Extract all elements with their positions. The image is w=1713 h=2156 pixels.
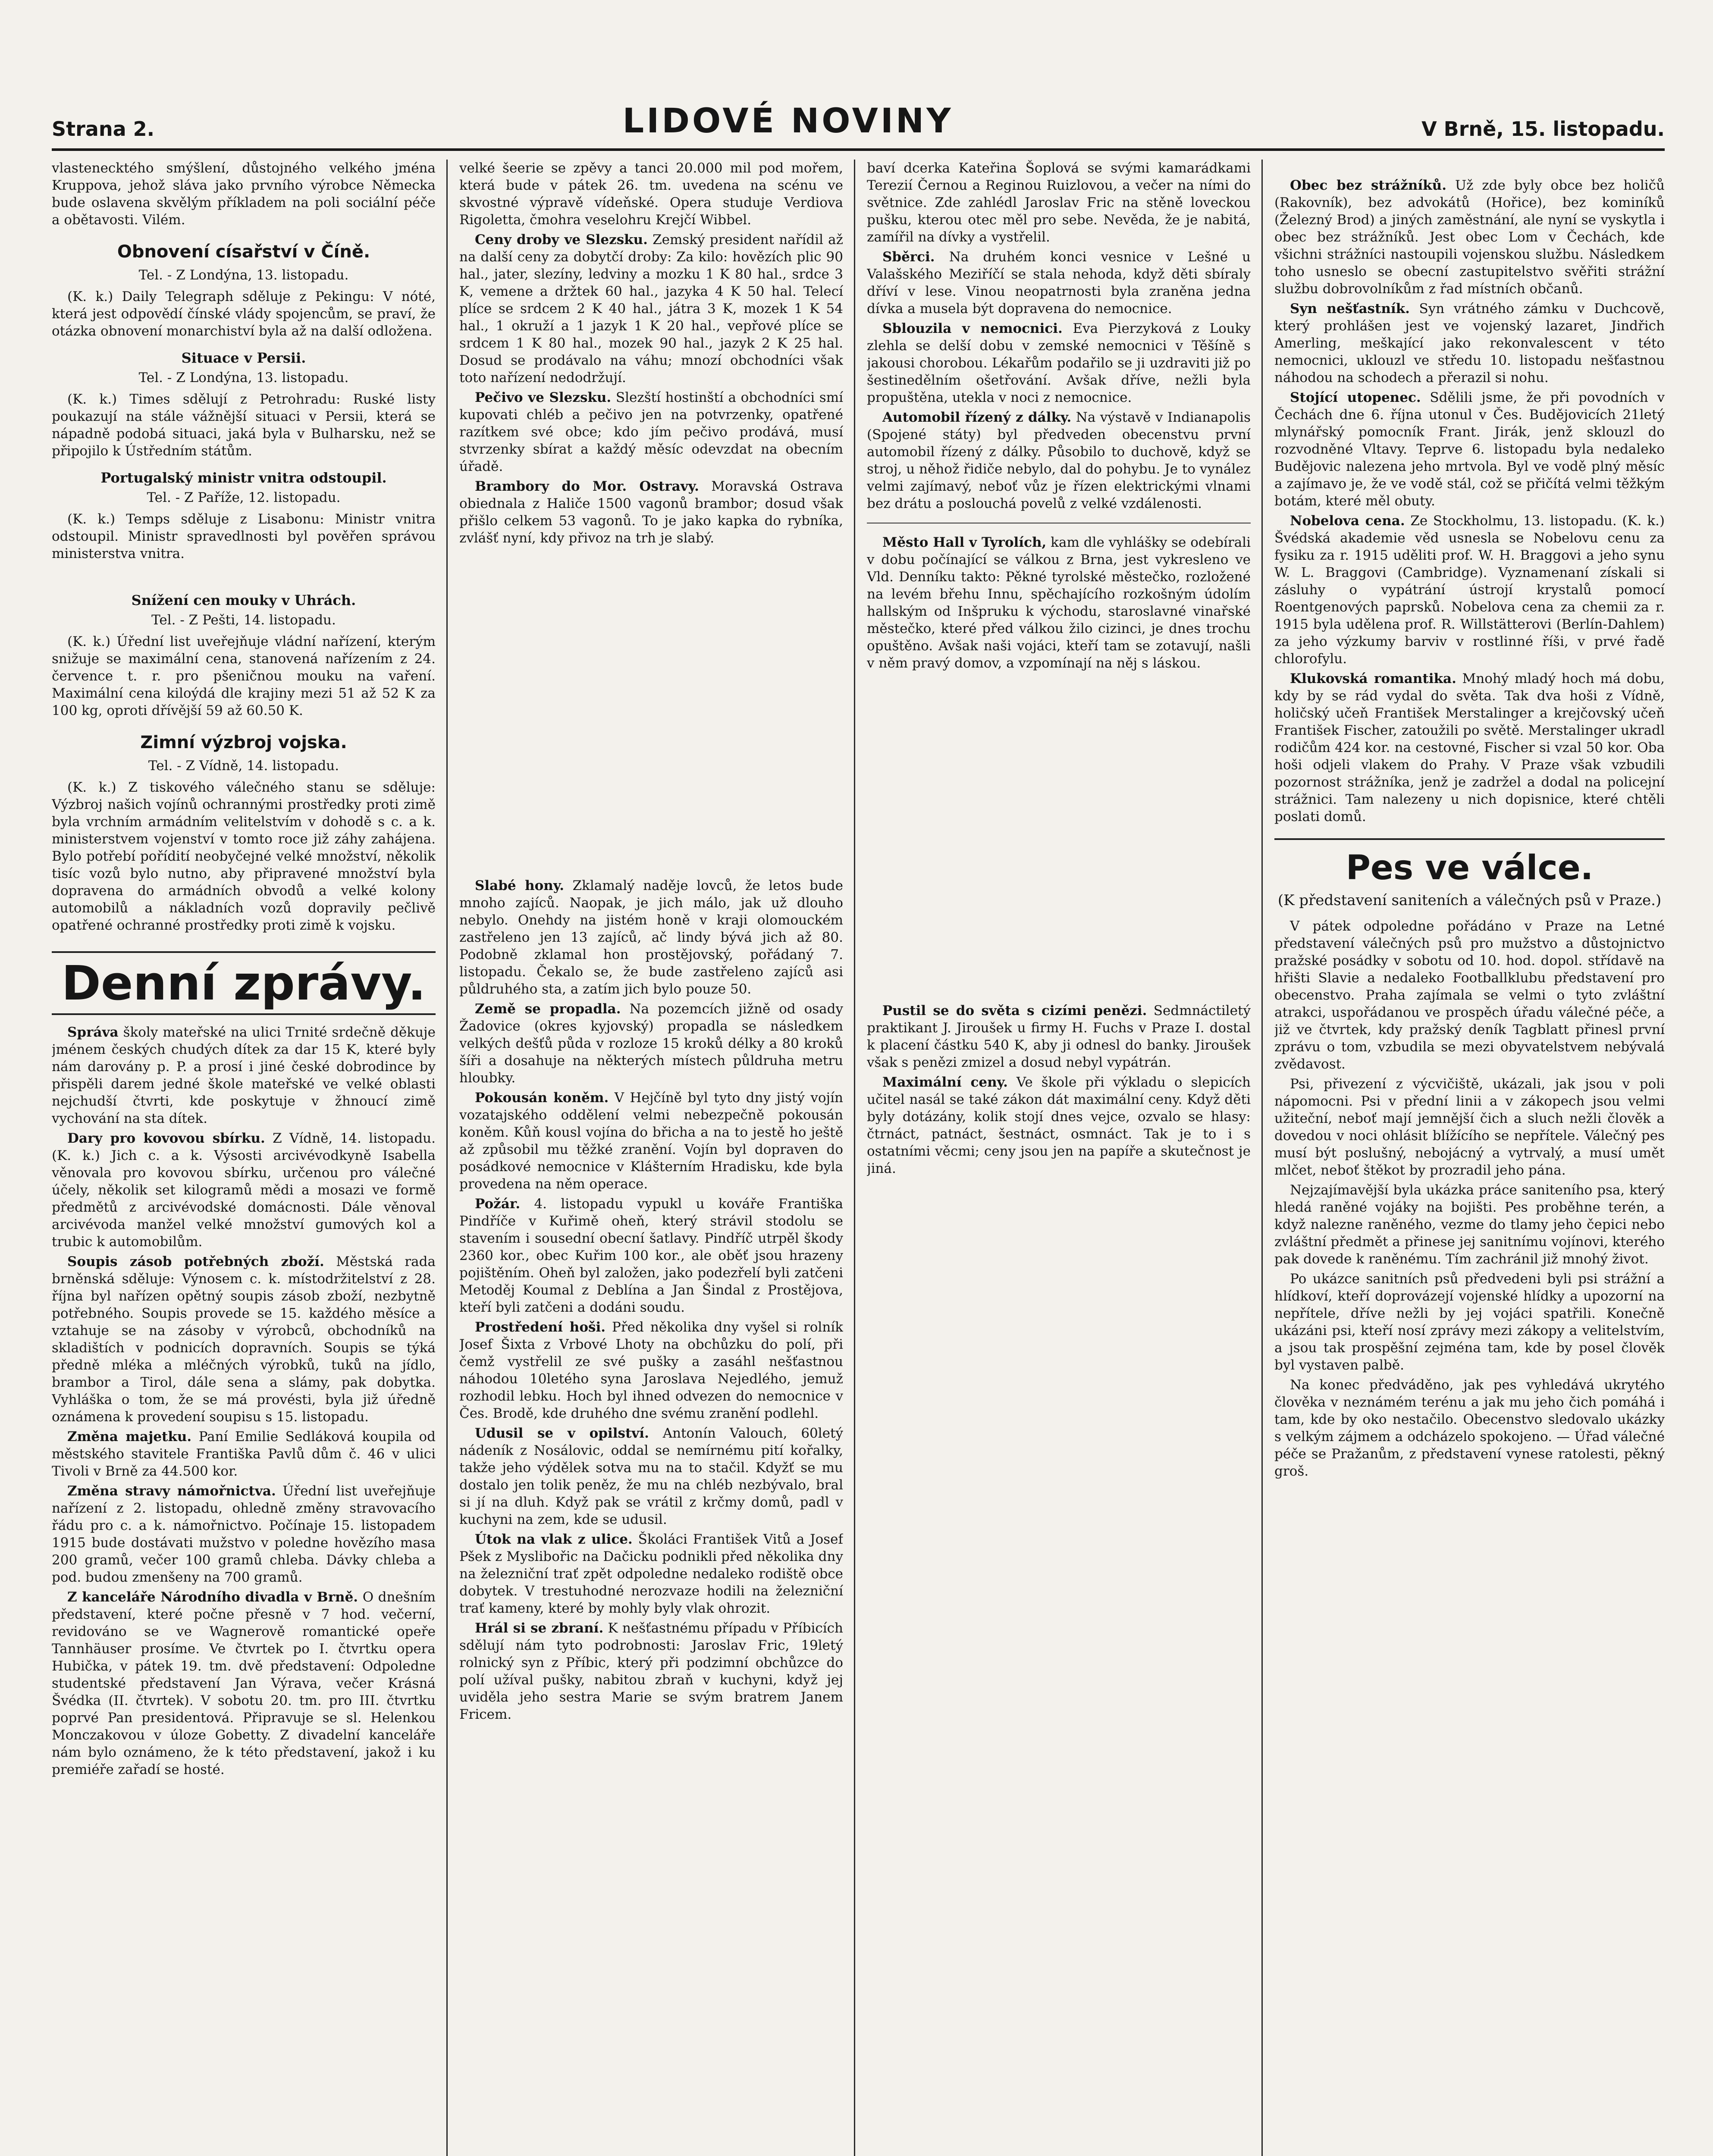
news-item <box>459 389 843 475</box>
news-item <box>459 1000 843 1087</box>
news-item-text: Slezští hostinští a obchodníci smí kupovati chléb a pečivo jen na potvrzenky, opatřené razítkem své obce; kdo jím pečivo prodává, musí stvrzenky sbírat a každý měsíc odevzdat na obecním úřadě. <box>459 390 843 474</box>
news-item-text: Školáci František Vitů a Josef Pšek z Myslibořic na Dačicku podnikli před několika dny na železniční trať zpět odpoledne nedaleko rodiště obce dobytek. V trestuhodné nerozvaze hodili na železniční trať kameny, které by mohly byly vlak ohrozit. <box>459 1532 843 1616</box>
news-item <box>459 478 843 547</box>
news-item-lead: Maximální ceny. <box>882 1075 1008 1090</box>
headline-winter: Zimní výzbroj vojska. <box>140 733 347 752</box>
news-item-lead: Změna stravy námořnictva. <box>67 1483 276 1499</box>
news-item-lead: Požár. <box>475 1196 521 1212</box>
news-item <box>867 534 1251 672</box>
news-item-lead: Automobil řízený z dálky. <box>882 410 1072 425</box>
article-continuation: velké šeerie se zpěvy a tanci 20.000 mil pod mořem, která bude v pátek 26. tm. uvedena na scénu ve skvostné výpravě vídeňské. Opera studuje Verdiova Rigoletta, čmohra veselohru Krejčí Wibbel. <box>459 160 843 228</box>
news-item <box>52 1253 436 1426</box>
news-item <box>459 1195 843 1316</box>
news-item-text: Už zde byly obce bez holičů (Rakovník), bez advokátů (Hořice), bez kominíků (Železný Brod) a jiných zaměstnání, ale nyní se vyskytla i obec bez strážníků. Jest obec Lom v Čechách, kde všichni strážníci nastoupili vojenskou službu. Následkem toho usneslo se obecní zastupitelstvo svěřiti strážní službu dobrovolníkům z řad místních občanů. <box>1274 178 1665 297</box>
news-item <box>1274 389 1665 510</box>
masthead-title: LIDOVÉ NOVINY <box>622 102 954 141</box>
news-item-lead: Sběrci. <box>882 249 935 265</box>
news-item-lead: Slabé hony. <box>475 878 565 893</box>
news-item <box>867 1074 1251 1177</box>
news-item-lead: Pokousán koněm. <box>475 1090 609 1106</box>
news-item-text: O dnešním představení, které počne přesně v 7 hod. večerní, revidováno se ve Wagnerově romantické opeře Tannhäuser prosíme. Ve čtvrtek po I. čtvrtku opera Hubička, v pátek 19. tm. dvě představení: Odpoledne studentské představení Jan Výrava, večer Krásná Švédka (II. čtvrtek). V sobotu 20. tm. pro III. čtvrtku poprvé Pan presidentová. Připravuje se sl. Helenkou Monczakovou v úloze Gobetty. Z divadelní kanceláře nám bylo oznámeno, že k této představení, jakož i ku premiéře zařadí se hosté. <box>52 1589 436 1777</box>
article-text: (K. k.) Úřední list uveřejňuje vládní nařízení, kterým snižuje se maximální cena, stanovená nařízením z 24. července t. r. pro pšeničnou mouku na vaření. Maximální cena kiloýdá dle krajiny mezi 51 až 52 K za 100 kg, oproti dřívější 59 až 60.50 K. <box>52 634 436 718</box>
news-item <box>52 1589 436 1778</box>
news-item-lead: Obec bez strážníků. <box>1290 178 1446 193</box>
article-paragraph: Nejzajímavější byla ukázka práce saniteního psa, který hledá raněné vojáky na bojišti. Pes proběhne terén, a když nalezne raněného, vezme do tlamy jeho čepici nebo zvláštní předmět a přinese jej sanitnímu vojínovi, kterého pak dovede k raněnému. Tím zachránil již mnohý život. <box>1274 1182 1665 1267</box>
column-rule <box>854 160 855 2156</box>
article-paragraph: V pátek odpoledne pořádáno v Praze na Letné představení válečných psů pro mužstvo a důstojnictvo pražské posádky v sobotu od 10. hod. dopol. střídavě na hřišti Slavie a nedaleko Footballklubu představení pro obecenstvo. Praha zajímala se velmi o tyto zvláštní atrakci, uspořádanou ve prospěch úřadu válečné péče, a již ve čtvrtek, kdy pražský deník Tagblatt přinesl první zprávu o tom, vzbudila se mezi obyvatelstvem nebývalá zvědavost. <box>1274 918 1665 1072</box>
subheadline: (K představení saniteních a válečných psů v Praze.) <box>1277 892 1662 909</box>
article-paragraph: Po ukázce sanitních psů předvedeni byli psi strážní a hlídkoví, kteří doprovázejí vojenské hlídky a upozorní na nepřítele, dříve nežli by jej vojáci spatřili. Konečně ukázáni psi, kteří nosí zprávy mezi zákopy a velitelstvím, a jsou tak prospěšní zejména tam, kde by posel člověk byl vystaven palbě. <box>1274 1271 1665 1373</box>
news-item-text: Na druhém konci vesnice v Lešné u Valašského Meziříčí se stala nehoda, když děti sbíraly dříví v lese. Vinou neopatrnosti byla zraněna jedna dívka a musela být dopravena do nemocnice. <box>867 249 1251 317</box>
column-rule <box>1261 160 1263 2156</box>
news-item <box>1274 670 1665 825</box>
news-item <box>459 877 843 998</box>
news-item-lead: Nobelova cena. <box>1290 513 1405 529</box>
news-item-text: Zemský president nařídil až na další ceny za dobytčí droby: Za kilo: hovězích plic 90 hal., jater, slezíny, ledviny a mozku 1 K 80 hal., srdce 3 K, vemene a držtek 60 hal., jazyka 4 K 50 hal. Telecí plíce se srdcem 2 K 40 hal., játra 3 K, mozek 1 K 54 hal., 1 okruží a 1 jazyk 1 K 20 hal., vepřové plíce se srdcem 1 K 80 hal., mozek 90 hal., jazyk 2 K 25 hal. Dosud se prodávalo na váhu; mnozí obchodníci však toto nařízení nedodržují. <box>459 232 843 385</box>
article-text: (K. k.) Z tiskového válečného stanu se sděluje: Výzbroj našich vojínů ochrannými prostředky proti zimě byla vrchním armádním velitelstvím v dohodě s c. a k. ministerstvem vojenství v tomto roce již záhy zahájena. Bylo potřebí pořídití neobyčejné velké množství, několik tisíc vozů bylo nutno, aby připravené množství byla dopravena do armádních obvodů a velké kolony automobilů a nákladních vozů dopravily pečlivě opatřené ochranné prostředky proti zimě k vojsku. <box>52 780 436 933</box>
news-item <box>1274 300 1665 386</box>
news-item <box>459 1089 843 1193</box>
dateline: Tel. - Z Londýna, 13. listopadu. <box>138 370 349 385</box>
news-item-lead: Země se propadla. <box>475 1001 621 1017</box>
place-date: V Brně, 15. listopadu. <box>1421 117 1665 141</box>
column-2 <box>459 160 843 2156</box>
news-item-lead: Sblouzila v nemocnici. <box>882 321 1063 336</box>
column-3 <box>867 160 1251 2156</box>
news-item-lead: Z kanceláře Národního divadla v Brně. <box>67 1589 358 1605</box>
news-item-text: Eva Pierzyková z Louky zlehla se delší dobu v zemské nemocnici v Těšíně s jakousi chorobou. Lékařům podařilo se ji uzdraviti již po šestinedělním ošetřování. Avšak dříve, nežli byla propuštěna, utekla v noci z nemocnice. <box>867 321 1251 405</box>
news-item-text: Ve škole při výkladu o slepicích učitel nasál se také zákon dát maximální ceny. Když děti byly dotázány, kolik stojí dnes vejce, ozvalo se hlasy: čtrnáct, patnáct, šestnáct, osmnáct. Tak je to i s ostatními věcmi; ceny jsou jen na papíře a skutečnost je jiná. <box>867 1075 1251 1176</box>
news-item-lead: Klukovská romantika. <box>1290 671 1456 686</box>
news-item-lead: Prostředení hoši. <box>475 1319 606 1335</box>
news-item-lead: Dary pro kovovou sbírku. <box>67 1131 265 1146</box>
dateline: Tel. - Z Pešti, 14. listopadu. <box>151 612 336 628</box>
news-item-text: Ze Stockholmu, 13. listopadu. (K. k.) Švédská akademie věd usnesla se Nobelovu cenu za fysiku za r. 1915 uděliti prof. W. H. Braggovi a jeho synu W. L. Braggovi (Cambridge). Vyznamenaní získali si zásluhy o vypátrání ústrojí krystalů pomocí Roentgenových paprsků. Nobelova cena za chemii za r. 1915 byla udělena prof. R. Willstätterovi (Berlín-Dahlem) za jeho výzkumy barviv v rostlinné říši, v prvé řadě chlorofylu. <box>1274 513 1665 667</box>
news-item <box>1274 177 1665 298</box>
news-item-text: Sedmnáctiletý praktikant J. Jiroušek u firmy H. Fuchs v Praze I. dostal k placení částku 540 K, aby ji odnesl do banky. Jiroušek však s penězi zmizel a dosud nebyl vypátrán. <box>867 1003 1251 1070</box>
news-item-lead: Syn nešťastník. <box>1290 301 1410 317</box>
news-item-lead: Soupis zásob potřebných zboží. <box>67 1254 324 1269</box>
news-item-text: Syn vrátného zámku v Duchcově, který prohlášen jest ve vojenský lazaret, Jindřich Amerling, meškající jako rekonvalescent v této nemocnici, uklouzl ve středu 10. listopadu nešťastnou náhodou na schodech a přerazil si nohu. <box>1274 301 1665 385</box>
news-item-text: Mnohý mladý hoch má dobu, kdy by se rád vydal do světa. Tak dva hoši z Vídně, holičský učeň František Merstalinger a krejčovský učeň František Fischer, zatoužili po světě. Merstalinger ukradl rodičům 424 kor. na cestovné, Fischer si vzal 50 kor. Oba hoši odjeli vlakem do Prahy. V Praze však vzbudili pozornost strážníka, jenž je zadržel a dodal na policejní strážnici. Tam nalezeny u nich dopisnice, které chtěli poslati domů. <box>1274 671 1665 824</box>
news-item <box>867 1002 1251 1071</box>
news-item <box>459 1425 843 1528</box>
news-item-text: K nešťastnému případu v Příbicích sdělují nám tyto podrobnosti: Jaroslav Fric, 19letý rolnický syn z Příbic, který při podzimní obchůzce do polí užíval pušky, nabitou zbraň v kuchyni, když jej uviděla jeho sestra Marie se svým bratrem Janem Fricem. <box>459 1620 843 1722</box>
news-item <box>867 248 1251 317</box>
article-paragraph: Na konec předváděno, jak pes vyhledává ukrytého člověka v neznámém terénu a jak mu jeho čich pomáhá i tam, kde by oko nestačilo. Obecenstvo sledovalo ukázky s velkým zájmem a odcházelo spokojeno. — Úřad válečné péče se Pražanům, z představení vynese ratolesti, pěkný groš. <box>1274 1377 1665 1479</box>
article-continuation: baví dcerka Kateřina Šoplová se svými kamarádkami Terezií Černou a Reginou Ruizlovou, a večer na ními do světnice. Zde zahlédl Jaroslav Fric na stěně loveckou pušku, kterou otec měl pro sebe. Nevěda, že je nabitá, zamířil na dívky a vystřelil. <box>867 160 1251 245</box>
dateline: Tel. - Z Paříže, 12. listopadu. <box>147 490 341 505</box>
news-item-text: Před několika dny vyšel si rolník Josef Šixta z Vrbové Lhoty na obchůzku do polí, při čemž vystřelil ze své pušky a zasáhl nešťastnou náhodou 10letého syna Jaroslava Nejedlého, jemuž rozhodil lebku. Hoch byl ihned odvezen do nemocnice v Čes. Brodě, kde druhého dne svému zranění podlehl. <box>459 1319 843 1421</box>
news-item-lead: Město Hall v Tyrolích, <box>882 535 1047 550</box>
article-text: (K. k.) Daily Telegraph sděluje z Pekingu: V nóté, která jest odpovědí čínské vlády spojencům, se praví, že otázka obnovení monarchiství byla až na další odložena. <box>52 289 436 339</box>
news-item <box>52 1482 436 1586</box>
news-item <box>867 320 1251 406</box>
news-item-text: školy mateřské na ulici Trnité srdečně děkuje jménem českých chudých dítek za dar 15 K, které byly nám darovány p. P. a prosí i jiné české dobrodince by přispěli darem jedné škole mateřské ve velké oblasti nejchudší čtvrti, kde poskytuje v žhnoucí zimě vychování na sta dítek. <box>52 1025 436 1126</box>
news-item-text: Městská rada brněnská sděluje: Výnosem c. k. místodržitelství z 28. října byl nařízen opětný soupis zásob zboží, nezbytně potřebného. Soupis provede se 15. každého měsíce a vztahuje se na zásoby v výrobců, obchodníků na skladištích v podnicích dopravních. Soupis se týká předně mléka a mléčných výrobků, tuků na jídlo, brambor a Tirol, dále sena a slámy, pak dobytka. Vyhláška o tom, že se má provésti, byla již úředně oznámena k provedení soupisu s 15. listopadu. <box>52 1254 436 1425</box>
headline-flour: Snížení cen mouky v Uhrách. <box>131 592 356 608</box>
news-item <box>52 1428 436 1480</box>
news-item-text: 4. listopadu vypukl u kováře Františka Pindříče v Kuřimě oheň, který strávil stodolu se stavením i sousední obecní šatlavy. Pindříč utrpěl škody 2360 kor., obec Kuřim 100 kor., ale oběť jsou hrazeny pojištěním. Oheň byl založen, jako podezřelí byli zatčeni Metoděj Koumal z Deblína a Jan Šindal z Prostějova, kteří byli zatčeni a dodáni soudu. <box>459 1196 843 1315</box>
column-1 <box>52 160 436 2156</box>
article-paragraph: Psi, přivezení z výcvičiště, ukázali, jak jsou v poli nápomocni. Psi v přední linii a v zákopech jsou velmi užiteční, neboť mají jemnější čich a sluch nežli člověk a dovedou v noci ohlásit blížícího se nepřítele. Válečný pes musí být poslušný, nebojácný a vytrvalý, a musí umět mlčet, neboť štěkot by prozradil jeho pána. <box>1274 1076 1665 1178</box>
headline-persia: Situace v Persii. <box>181 350 306 366</box>
news-item <box>867 409 1251 512</box>
headline-portugal: Portugalský ministr vnitra odstoupil. <box>100 470 387 486</box>
news-item <box>459 1319 843 1422</box>
news-item <box>52 1130 436 1250</box>
section-title-daily-news: Denní zprávy. <box>52 951 436 1015</box>
article-continuation: vlastenecktého smýšlení, důstojného velkého jména Kruppova, jehož sláva jako prvního výrobce Německa bude oslavena skvělým příkladem na poli sociální péče a obětavosti. Vilém. <box>52 160 436 228</box>
column-4 <box>1274 160 1665 2156</box>
news-item-lead: Změna majetku. <box>67 1429 192 1445</box>
news-item-lead: Útok na vlak z ulice. <box>475 1532 633 1547</box>
news-item-lead: Pečivo ve Slezsku. <box>475 390 612 405</box>
news-item-text: Sdělili jsme, že při povodních v Čechách dne 6. října utonul v Čes. Budějovicích 21letý mlynářský pomocník Frant. Jirák, jenž sklouzl do rozvodněné Vltavy. Teprve 6. listopadu byla nedaleko Budějovic nalezena jeho mrtvola. Byl ve vodě plný měsíc a zajímavo je, že ve vodě stál, což se přičítá velmi těžkým botám, které měl obuty. <box>1274 390 1665 509</box>
news-item-text: Paní Emilie Sedláková koupila od městského stavitele Františka Pavlů dům č. 46 v ulici Tivoli v Brně za 44.500 kor. <box>52 1429 436 1479</box>
page-number: Strana 2. <box>52 117 155 141</box>
news-item-lead: Hrál si se zbraní. <box>475 1620 604 1636</box>
dateline: Tel. - Z Vídně, 14. listopadu. <box>148 758 339 774</box>
news-item-lead: Pustil se do světa s cizími penězi. <box>882 1003 1147 1018</box>
news-item-lead: Ceny droby ve Slezsku. <box>475 232 648 248</box>
headline-china: Obnovení císařství v Číně. <box>117 242 370 262</box>
article-text: (K. k.) Times sdělují z Petrohradu: Ruské listy poukazují na stále vážnější situaci v Persii, která se nápadně podobá situaci, jaká byla v Bulharsku, než se připojilo k Ústředním státům. <box>52 392 436 459</box>
news-item-text: kam dle vyhlášky se odebírali v dobu počínající se válkou z Brna, jest vykresleno ve Vld. Denníku takto: Pěkné tyrolské městečko, rozložené na levém břehu Innu, spěchajícího rozkošným údolím hallským od Inšpruku k východu, staroslavné vinařské městečko, které před válkou žilo cizinci, je dnes trochu opuštěno. Avšak naši vojáci, kteří tam se zotavují, našli v něm pravý domov, a vzpomínají na něj s láskou. <box>867 535 1251 671</box>
news-item <box>459 1620 843 1723</box>
news-item-text: Moravská Ostrava obiednala z Haliče 1500 vagonů brambor; dosud však přišlo celkem 53 vagonů. To je jako kapka do rybníka, zvlášť nyní, kdy přivoz na trh je slabý. <box>459 479 843 546</box>
news-item-lead: Brambory do Mor. Ostravy. <box>475 479 699 494</box>
news-item <box>459 231 843 386</box>
news-item-text: Úřední list uveřejňuje nařízení z 2. listopadu, ohledně změny stravovacího řádu pro c. a k. námořnictvo. Počínaje 15. listopadem 1915 bude dostávati mužstvo v poledne hovězího masa 200 gramů, večer 100 gramů chleba. Dávky chleba a pod. budou zmenšeny na 700 gramů. <box>52 1483 436 1585</box>
dateline: Tel. - Z Londýna, 13. listopadu. <box>138 267 349 283</box>
news-item <box>1274 512 1665 667</box>
news-item-lead: Správa <box>67 1025 119 1040</box>
page-header <box>52 102 1665 151</box>
news-item-lead: Stojící utopenec. <box>1290 390 1421 405</box>
article-text: (K. k.) Temps sděluje z Lisabonu: Ministr vnitra odstoupil. Ministr spravedlnosti byl pověřen správou ministerstva vnitra. <box>52 511 436 561</box>
news-item-text: Na výstavě v Indianapolis (Spojené státy) byl předveden obecenstvu první automobil řízený z dálky. Působilo to duchově, když se stroj, u něhož řidiče nebylo, dal do pohybu. Je to vynález velmi zajímavý, neboť vůz je řízen elektrickými vlnami bez drátu a poslouchá povelů z velké vzdálenosti. <box>867 410 1251 511</box>
headline-dog-in-war: Pes ve válce. <box>1274 838 1665 887</box>
news-item <box>459 1531 843 1617</box>
column-rule <box>446 160 448 2156</box>
news-item-text: Antonín Valouch, 60letý nádeník z Nosálovic, oddal se nemírnému pití kořalky, takže jeho výdělek sotva mu na to stačil. Kdyžť se mu dostalo jen tolik peněz, že mu na chléb nezbývalo, bral si jí na dluh. Když pak se vrátil z krčmy domů, padl v kuchyni na zem, kde se udusil. <box>459 1426 843 1527</box>
news-item-lead: Udusil se v opilství. <box>475 1426 649 1441</box>
news-item <box>52 1024 436 1127</box>
news-item-text: Z Vídně, 14. listopadu. (K. k.) Jich c. a k. Výsosti arcivévodkyně Isabella věnovala pro kovovou sbírku, určenou pro válečné účely, několik set kilogramů mědi a mosazi ve formě předmětů z arcivévodské domácnosti. Dále věnoval arcivévoda manžel velké množství gumových kol a trubic k automobilům. <box>52 1131 436 1250</box>
news-item-text: Zklamalý naděje lovců, že letos bude mnoho zajíců. Naopak, je jich málo, jak už dlouho nebylo. Onehdy na jistém honě v kraji olomouckém zastřeleno jen 13 zajíců, ač lindy bývá jich až 80. Podobně zklamal hon prostějovský, pořádaný 7. listopadu. Čekalo se, že bude zastřeleno zajíců asi půldruhého sta, a zatím jich bylo pouze 50. <box>459 878 843 997</box>
news-item-text: V Hejčíně byl tyto dny jistý vojín vozatajského oddělení velmi nebezpečně pokousán koněm. Kůň kousl vojína do břicha a na to jestě ho ještě až způsobil mu těžké zranění. Vojín byl dopraven do posádkové nemocnice v Klášterním Hradisku, kde byla provedena na něm operace. <box>459 1090 843 1192</box>
news-item-text: Na pozemcích jižně od osady Žadovice (okres kyjovský) propadla se následkem velkých dešťů půda v rozloze 15 kroků délky a 80 kroků šíři a dosahuje na některých místech půldruha metru hloubky. <box>459 1001 843 1086</box>
